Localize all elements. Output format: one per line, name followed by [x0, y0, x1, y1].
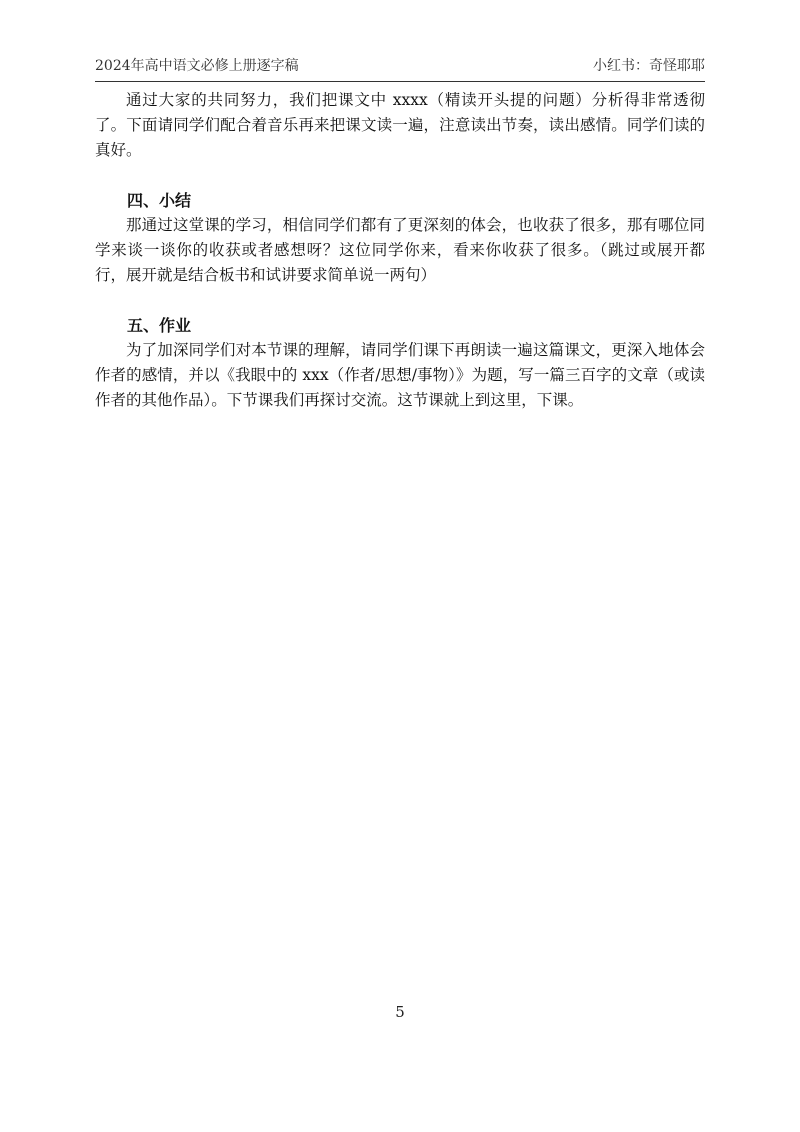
- section-heading-summary: 四、小结: [127, 191, 192, 210]
- page-content: [95, 88, 705, 413]
- section-paragraph-homework: 为了加深同学们对本节课的理解，请同学们课下再朗读一遍这篇课文，更深入地体会作者的感情，并以《我眼中的 xxx（作者/思想/事物）》为题，写一篇三百字的文章（或读作者的其他作品）。下节课我们再探讨交流。这节课就上到这里，下课。: [95, 341, 705, 409]
- page-number: 5: [395, 1003, 405, 1021]
- section-spacer: [95, 288, 705, 313]
- page-header: [95, 55, 705, 82]
- section-paragraph-summary: 那通过这堂课的学习，相信同学们都有了更深刻的体会，也收获了很多，那有哪位同学来谈一谈你的收获或者感想呀？这位同学你来，看来你收获了很多。（跳过或展开都行，展开就是结合板书和试讲要求简单说一两句）: [95, 216, 705, 284]
- section-homework: [95, 313, 705, 413]
- document-title: 2024年高中语文必修上册逐字稿: [95, 58, 299, 74]
- section-spacer: [95, 163, 705, 188]
- author-credit: 小红书：奇怪耶耶: [593, 58, 705, 74]
- intro-paragraph: 通过大家的共同努力，我们把课文中 xxxx（精读开头提的问题）分析得非常透彻了。下面请同学们配合着音乐再来把课文读一遍，注意读出节奏，读出感情。同学们读的真好。: [95, 91, 705, 159]
- section-summary: [95, 188, 705, 288]
- section-heading-homework: 五、作业: [127, 316, 192, 335]
